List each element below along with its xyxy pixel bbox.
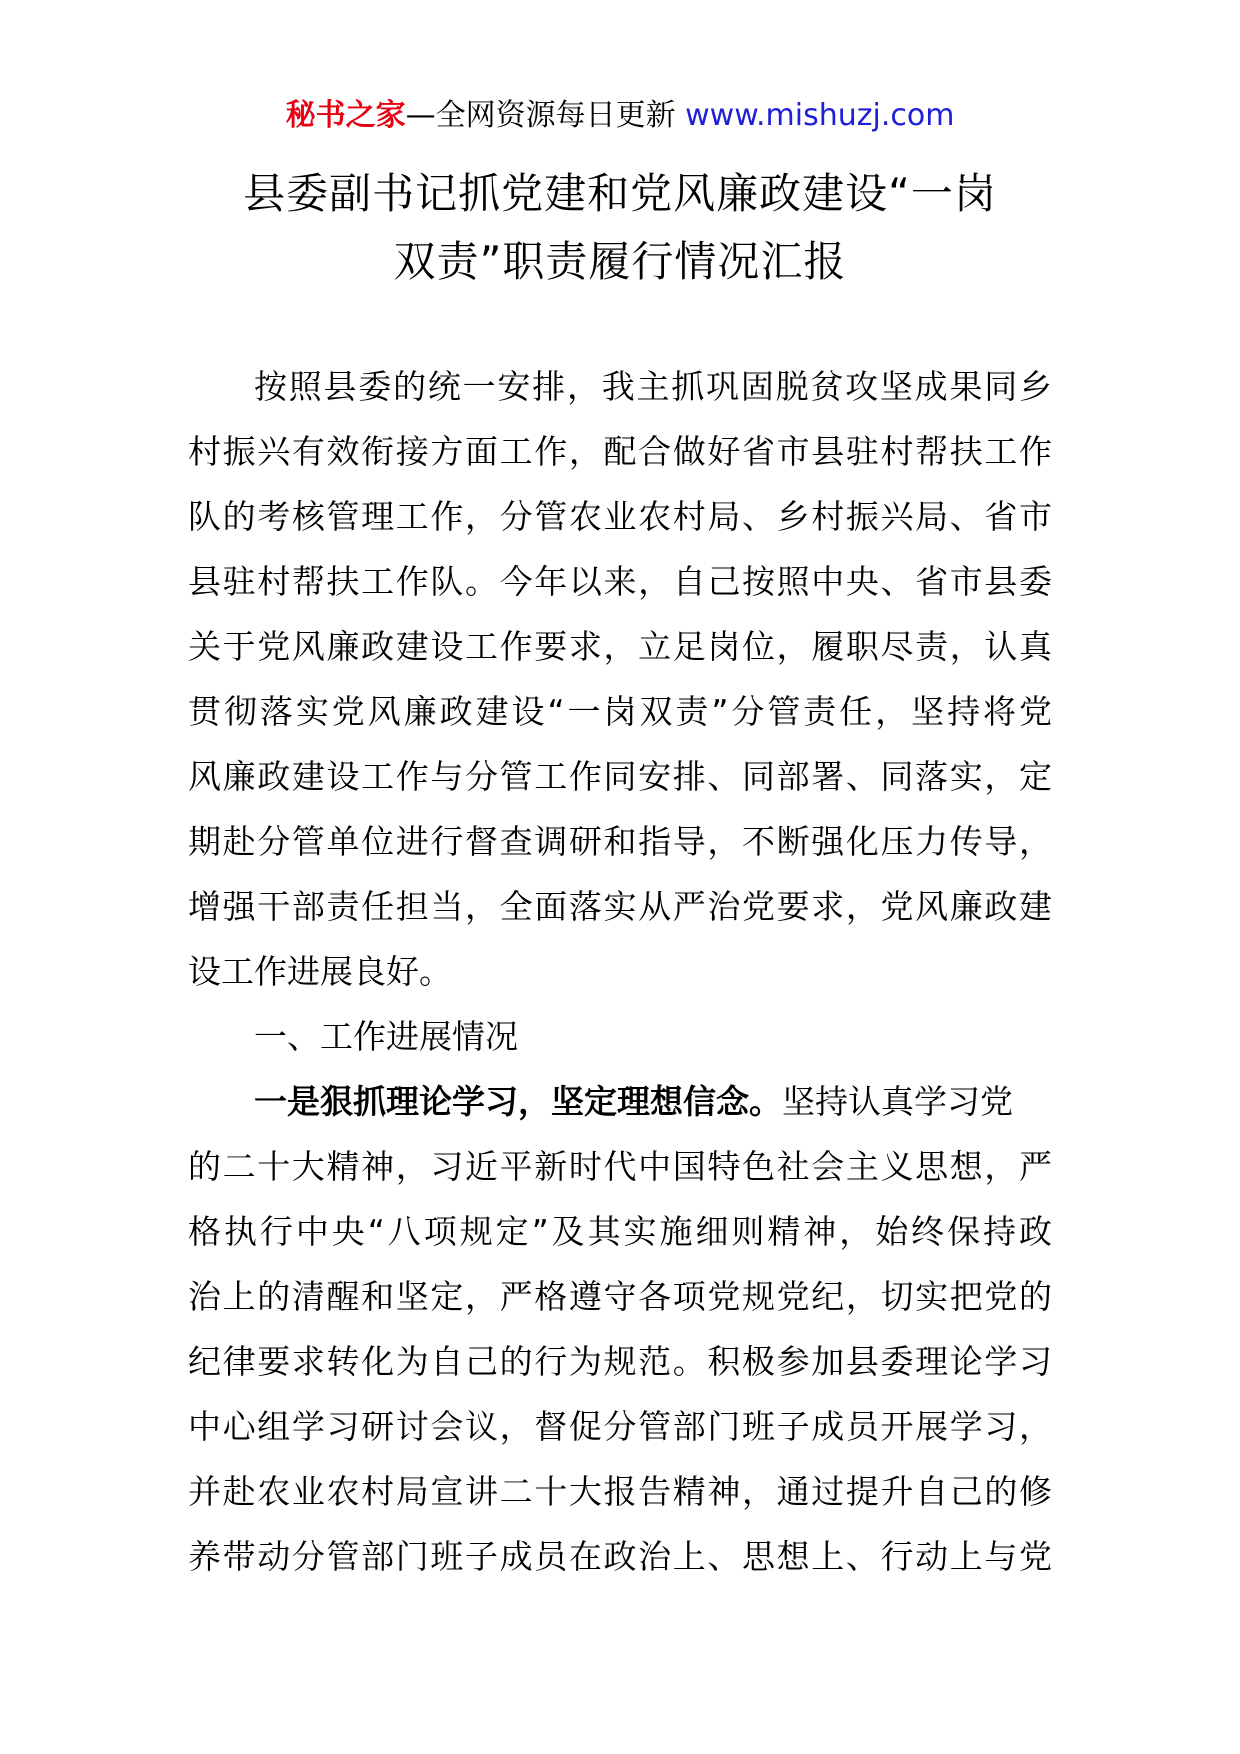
paragraph-1-line: 期赴分管单位进行督查调研和指导，不断强化压力传导， [188, 822, 1052, 861]
document-title-line-1: 县委副书记抓党建和党风廉政建设“一岗 [243, 169, 997, 218]
paragraph-2-line: 中心组学习研讨会议，督促分管部门班子成员开展学习， [188, 1407, 1052, 1446]
paragraph-1-line: 增强干部责任担当，全面落实从严治党要求，党风廉政建 [188, 887, 1052, 926]
paragraph-2-line: 养带动分管部门班子成员在政治上、思想上、行动上与党 [188, 1537, 1052, 1576]
document-title-line-2: 双责”职责履行情况汇报 [393, 237, 847, 286]
site-brand: 秘书之家 [285, 98, 406, 133]
paragraph-2-line: 治上的清醒和坚定，严格遵守各项党规党纪，切实把党的 [188, 1277, 1052, 1316]
paragraph-2-line: 纪律要求转化为自己的行为规范。积极参加县委理论学习 [188, 1342, 1052, 1381]
document-body [188, 354, 1052, 1589]
paragraph-1-line: 贯彻落实党风廉政建设“一岗双责”分管责任，坚持将党 [188, 692, 1052, 731]
paragraph-1-line: 风廉政建设工作与分管工作同安排、同部署、同落实，定 [188, 757, 1052, 796]
paragraph-2-first-line-rest: 坚持认真学习党 [782, 1082, 1013, 1121]
paragraph-2-line: 格执行中央“八项规定”及其实施细则精神，始终保持政 [188, 1212, 1052, 1251]
section-heading-1: 一、工作进展情况 [254, 1017, 518, 1056]
paragraph-2-first-line [188, 1069, 1052, 1134]
document-title [188, 160, 1052, 296]
paragraph-1-line: 按照县委的统一安排，我主抓巩固脱贫攻坚成果同乡 [254, 367, 1052, 406]
paragraph-1-line: 关于党风廉政建设工作要求，立足岗位，履职尽责，认真 [188, 627, 1052, 666]
paragraph-1-line: 村振兴有效衔接方面工作，配合做好省市县驻村帮扶工作 [188, 432, 1052, 471]
site-slogan: —全网资源每日更新 [405, 98, 676, 133]
paragraph-1-line: 队的考核管理工作，分管农业农村局、乡村振兴局、省市 [188, 497, 1052, 536]
paragraph-1-line: 设工作进展良好。 [188, 952, 452, 991]
paragraph-2-line: 并赴农业农村局宣讲二十大报告精神，通过提升自己的修 [188, 1472, 1052, 1511]
paragraph-1-line: 县驻村帮扶工作队。今年以来，自己按照中央、省市县委 [188, 562, 1052, 601]
paragraph-2-line: 的二十大精神，习近平新时代中国特色社会主义思想，严 [188, 1147, 1052, 1186]
paragraph-2-lead-heading: 一是狠抓理论学习，坚定理想信念。 [254, 1082, 782, 1121]
site-url-link[interactable]: www.mishuzj.com [685, 98, 955, 133]
site-banner [0, 96, 1240, 136]
